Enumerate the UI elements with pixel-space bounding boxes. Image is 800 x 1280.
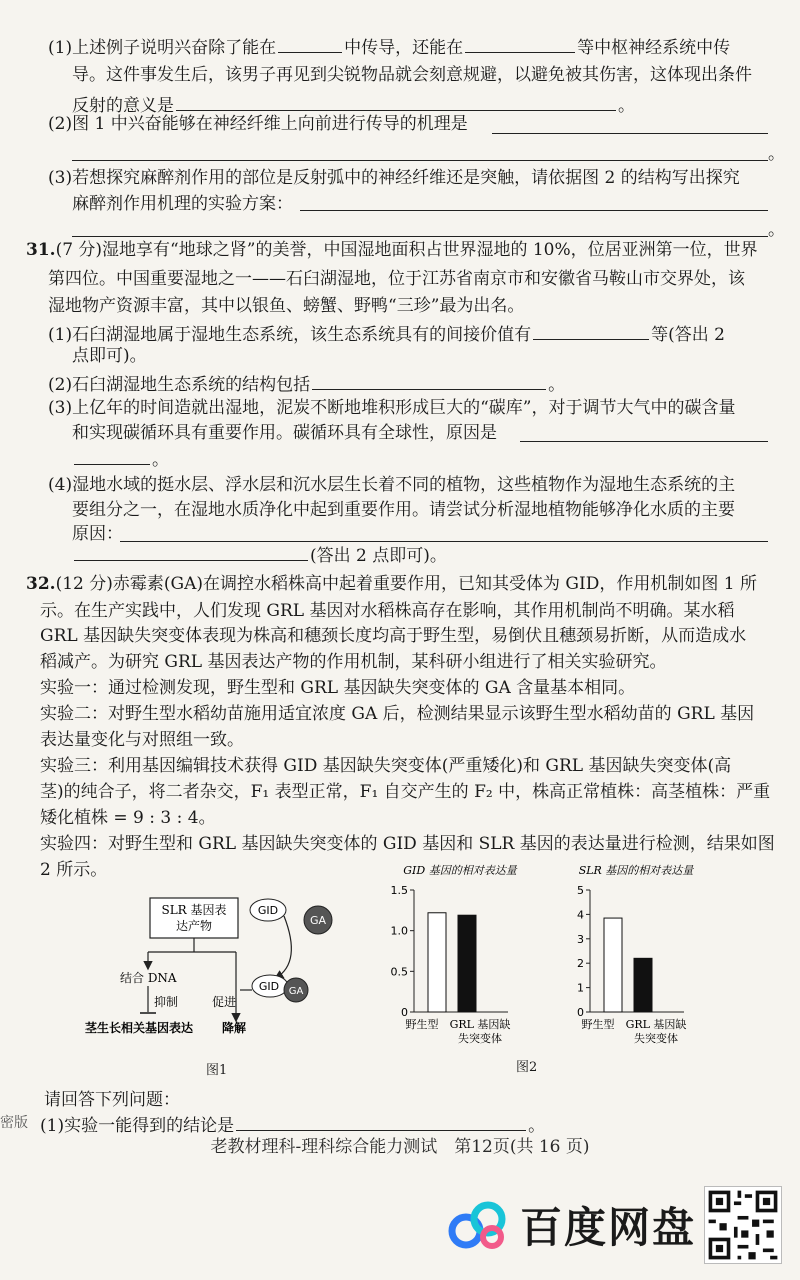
x-category-label: 野生型 (581, 1018, 615, 1031)
bar-grl-mutant (458, 915, 476, 1012)
answer-line[interactable] (492, 133, 768, 134)
y-tick-label: 4 (577, 908, 584, 922)
ga-complex-label: GA (288, 986, 304, 997)
answer-blank[interactable] (236, 1110, 526, 1131)
q30-p1-text-e: 反射的意义是 (72, 96, 174, 116)
answer-blank[interactable] (74, 444, 150, 465)
brand-name: 百度网盘 (520, 1203, 697, 1252)
baidu-netdisk-brand (446, 1195, 696, 1255)
q32-p1-text: (1)实验一能得到的结论是 (40, 1116, 235, 1136)
period: 。 (152, 450, 169, 470)
bar-grl-mutant (634, 958, 652, 1012)
q31-p2-text: (2)石臼湖湿地生态系统的结构包括 (48, 375, 311, 395)
q32-exp3-line2: 茎)的纯合子，将二者杂交，F₁ 表型正常，F₁ 自交产生的 F₂ 中，株高正常植株：高茎植株：严重 (40, 782, 771, 802)
q31-p3-text: 和实现碳循环具有重要作用。碳循环具有全球性，原因是 (72, 423, 497, 443)
q32-line4: 稻减产。为研究 GRL 基因表达产物的作用机制，某科研小组进行了相关实验研究。 (40, 652, 667, 672)
gid-expression-chart (380, 860, 540, 1056)
bar-wild-type (604, 918, 622, 1012)
q32-line1 (26, 570, 766, 598)
q32-exp3-line3: 矮化植株 = 9 : 3 : 4。 (40, 808, 216, 828)
q31-line1 (26, 236, 766, 264)
figure-1-caption: 图1 (206, 1063, 228, 1078)
x-category-label: 失突变体 (634, 1032, 678, 1045)
period: 。 (768, 220, 785, 240)
x-category-label: GRL 基因缺 (449, 1018, 511, 1031)
q32-exp4-line2: 2 所示。 (40, 860, 108, 880)
y-tick-label: 0.5 (390, 965, 408, 979)
gid-complex-label: GID (258, 980, 280, 993)
q31-line3: 湿地物产资源丰富，其中以银鱼、螃蟹、野鸭“三珍”最为出名。 (48, 296, 525, 316)
y-tick-label: 1.0 (390, 924, 408, 938)
answer-blank[interactable] (312, 369, 546, 390)
q31-p3-line3 (72, 444, 800, 474)
y-tick-label: 0 (401, 1006, 408, 1019)
gid-label: GID (257, 904, 279, 917)
q32-exp3-line1: 实验三：利用基因编辑技术获得 GID 基因缺失突变体(严重矮化)和 GRL 基因缺失突变体(高 (40, 756, 732, 776)
q30-p1-line1 (48, 32, 788, 62)
qr-code-icon[interactable] (704, 1186, 782, 1264)
slr-expression-chart (556, 860, 716, 1056)
q31-p1-text-b: 等(答出 2 (651, 325, 725, 345)
slr-box-label-1: SLR 基因表 (161, 903, 227, 917)
q31-p1-line2: 点即可)。 (72, 346, 147, 366)
q32-exp2-line2: 表达量变化与对照组一致。 (40, 730, 244, 750)
period: 。 (618, 96, 635, 116)
q32-exp4-line1: 实验四：对野生型和 GRL 基因缺失突变体的 GID 基因和 SLR 基因的表达量进行检测，结果如图 (40, 834, 775, 854)
answer-blank[interactable] (278, 32, 342, 53)
answer-blank[interactable] (74, 540, 308, 561)
q31-p3-line2 (72, 419, 800, 447)
chart-title: SLR 基因的相对表达量 (578, 864, 694, 877)
q31-p1-text: (1)石臼湖湿地属于湿地生态系统，该生态系统具有的间接价值有 (48, 325, 532, 345)
y-tick-label: 0 (577, 1006, 584, 1019)
q31-p4-line1: (4)湿地水域的挺水层、浮水层和沉水层生长着不同的植物，这些植物作为湿地生态系统的主 (48, 475, 736, 495)
q32-text: (12 分)赤霉素(GA)在调控水稻株高中起着重要作用，已知其受体为 GID，作用机制如图 1 所 (55, 574, 757, 594)
y-tick-label: 2 (577, 957, 584, 971)
answer-line[interactable] (520, 441, 768, 442)
bar-wild-type (428, 913, 446, 1012)
period: 。 (528, 1116, 546, 1136)
answer-line[interactable] (300, 210, 768, 211)
y-tick-label: 3 (577, 932, 584, 946)
q31-p3-line1: (3)上亿年的时间造就出湿地，泥炭不断地堆积形成巨大的“碳库”，对于调节大气中的碳含量 (48, 398, 736, 418)
q30-p1-text-a: (1)上述例子说明兴奋除了能在 (48, 38, 277, 58)
period: 。 (548, 375, 566, 395)
q31-p4-line3: 原因： (72, 524, 123, 544)
bind-dna-label: 结合 DNA (120, 971, 177, 985)
q32-exp1: 实验一：通过检测发现，野生型和 GRL 基因缺失突变体的 GA 含量基本相同。 (40, 678, 636, 698)
page-footer: 老教材理科-理科综合能力测试 第12页(共 16 页) (210, 1137, 590, 1157)
q30-p1-text-b: 中传导，还能在 (344, 38, 464, 58)
q32-line2: 示。在生产实践中，人们发现 GRL 基因对水稻株高存在影响，其作用机制尚不明确。某水稻 (40, 601, 735, 621)
q32-exp2-line1: 实验二：对野生型水稻幼苗施用适宜浓度 GA 后，检测结果显示该野生型水稻幼苗的 GRL 基因 (40, 704, 755, 724)
y-tick-label: 5 (577, 884, 584, 897)
q31-line2: 第四位。中国重要湿地之一——石臼湖湿地，位于江苏省南京市和安徽省马鞍山市交界处，该 (48, 269, 745, 289)
answer-blank[interactable] (533, 319, 649, 340)
q32-line3: GRL 基因缺失突变体表现为株高和穗颈长度均高于野生型，易倒伏且穗颈易折断，从而造成水 (40, 626, 747, 646)
degrade-label: 降解 (222, 1021, 247, 1035)
binding-arrow (276, 916, 291, 978)
figure-2-caption: 图2 (516, 1060, 538, 1075)
question-number: 31. (26, 240, 56, 260)
q31-p4-line2: 要组分之一，在湿地水质净化中起到重要作用。请尝试分析湿地植物能够净化水质的主要 (72, 500, 735, 520)
x-category-label: GRL 基因缺 (625, 1018, 687, 1031)
y-tick-label: 1.5 (390, 884, 408, 897)
gene-expression-label: 茎生长相关基因表达 (85, 1021, 194, 1035)
q31-text: (7 分)湿地享有“地球之肾”的美誉，中国湿地面积占世界湿地的 10%，位居亚洲第一位，世界 (55, 240, 758, 260)
x-category-label: 失突变体 (458, 1032, 502, 1045)
side-mark: 密版 (0, 1115, 28, 1131)
answer-blank[interactable] (465, 32, 575, 53)
q31-p4-text-d: (答出 2 点即可)。 (310, 546, 447, 566)
chart-title: GID 基因的相对表达量 (403, 864, 517, 877)
baidu-netdisk-logo-icon (446, 1197, 510, 1253)
ga-label: GA (309, 914, 327, 927)
period: 。 (768, 144, 785, 164)
q30-p3-line2: 麻醉剂作用机理的实验方案： (72, 194, 293, 214)
q31-p4-line4 (72, 540, 800, 570)
x-category-label: 野生型 (405, 1018, 439, 1031)
question-number: 32. (26, 574, 56, 594)
q30-p2-text: (2)图 1 中兴奋能够在神经纤维上向前进行传导的机理是 (48, 114, 468, 134)
q30-p3-line1: (3)若想探究麻醉剂作用的部位是反射弧中的神经纤维还是突触，请依据图 2 的结构写出探究 (48, 168, 740, 188)
q30-p1-text-c: 等中枢神经系统中传 (577, 38, 731, 58)
promote-label: 促进 (212, 995, 237, 1009)
q30-p1-line2: 导。这件事发生后，该男子再见到尖锐物品就会刻意规避，以避免被其伤害，这体现出条件 (72, 65, 752, 85)
slr-box-label-2: 达产物 (175, 919, 213, 933)
answer-blank[interactable] (176, 90, 616, 111)
figure-1-diagram (80, 880, 380, 1070)
inhibit-label: 抑制 (154, 995, 179, 1009)
y-tick-label: 1 (577, 981, 584, 995)
q32-prompt: 请回答下列问题： (44, 1090, 180, 1110)
answer-line[interactable] (72, 160, 768, 161)
